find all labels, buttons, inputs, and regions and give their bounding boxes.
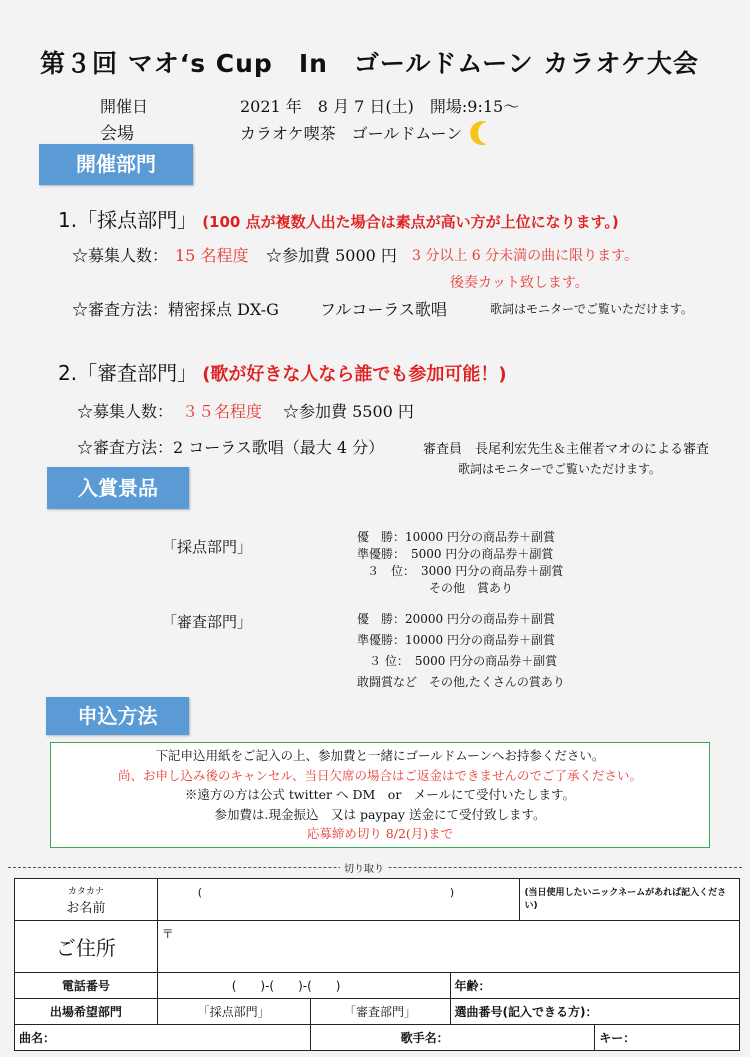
prize-scoring-label: 「採点部門」 <box>162 538 253 556</box>
page-title: 第３回 マオ‘s Cup In ゴールドムーン カラオケ大会 <box>40 49 699 78</box>
prize-line: ３ 位： 3000 円分の商品券＋副賞 <box>367 564 564 578</box>
song-number-field[interactable]: 選曲番号(記入できる方)： <box>450 999 739 1025</box>
division1-judge-label: ☆審査方法：精密採点 DX-G <box>72 300 279 319</box>
division1-heading: 1.「採点部門」 <box>58 208 198 232</box>
division1-count-value: 15 名程度 <box>175 246 249 265</box>
note-line-2: 尚、お申し込み後のキャンセル、当日欠席の場合はご返金はできませんのでご了承ください。 <box>117 767 642 783</box>
crescent-moon-icon <box>467 119 495 147</box>
prize-scoring-list <box>357 529 563 597</box>
note-line-1: 下記申込用紙をご記入の上、参加費と一緒にゴールドムーンへお持参ください。 <box>155 748 605 763</box>
address-label: ご住所 <box>15 921 158 973</box>
prize-line: 準優勝：10000 円分の商品券＋副賞 <box>357 633 555 647</box>
venue-value <box>240 119 495 147</box>
division2-judges: 審査員 長尾利宏先生＆主催者マオのによる審査 <box>423 442 710 457</box>
prize-judging-label: 「審査部門」 <box>162 613 253 631</box>
cut-label: 切り取り <box>340 860 388 875</box>
song-title-field[interactable]: 曲名： <box>15 1025 311 1051</box>
division2-heading: 2.「審査部門」 <box>58 361 198 385</box>
prize-line: 優 勝：10000 円分の商品券＋副賞 <box>357 530 555 544</box>
division1-note: (100 点が複数人出た場合は素点が高い方が上位になります。) <box>202 213 619 231</box>
section-tag-divisions: 開催部門 <box>39 144 193 185</box>
address-field[interactable] <box>157 921 739 973</box>
phone-field[interactable]: ( )-( )-( ) <box>157 973 450 999</box>
division2-count-value: ３５名程度 <box>182 402 263 421</box>
singer-field[interactable]: 歌手名： <box>310 1025 595 1051</box>
note-deadline: 応募締め切り 8/2(月)まで <box>306 826 454 841</box>
prize-line: 準優勝： 5000 円分の商品券＋副賞 <box>357 547 554 561</box>
note-line-4: 参加費は.現金振込 又は paypay 送金にて受付致します。 <box>214 806 546 822</box>
division-label: 出場希望部門 <box>15 999 158 1025</box>
division1-count-label: ☆募集人数： <box>72 246 169 265</box>
note-line-3: ※遠方の方は公式 twitter へ DM or メールにて受付いたします。 <box>184 787 576 802</box>
division-option-judging[interactable]: 「審査部門」 <box>310 999 450 1025</box>
division2-heading-row <box>58 357 507 386</box>
nickname-cell[interactable]: (当日使用したいニックネームがあれば記入ください) <box>520 879 740 921</box>
division-option-scoring[interactable]: 「採点部門」 <box>157 999 310 1025</box>
paren-open: ( <box>197 886 203 899</box>
prize-judging-list <box>357 609 565 693</box>
application-form <box>14 878 740 1051</box>
venue-label: 会場 <box>100 124 134 144</box>
name-label: お名前 <box>66 900 106 916</box>
prize-line: その他 賞あり <box>429 581 514 595</box>
section-tag-prizes: 入賞景品 <box>47 467 189 509</box>
key-field[interactable]: キー： <box>595 1025 740 1051</box>
date-label: 開催日 <box>100 97 149 116</box>
section-tag-apply: 申込方法 <box>46 697 189 735</box>
division2-judge-label: ☆審査方法：2 コーラス歌唱（最大 4 分） <box>77 438 385 457</box>
division1-heading-row <box>58 204 619 233</box>
name-label-cell <box>15 879 158 921</box>
division2-lyrics-note: 歌詞はモニターでご覧いただけます。 <box>458 462 662 476</box>
division1-song-rule2: 後奏カット致します。 <box>450 275 589 291</box>
age-field[interactable]: 年齢： <box>450 973 739 999</box>
prize-line: 優 勝：20000 円分の商品券＋副賞 <box>357 612 555 626</box>
division2-note: (歌が好きな人なら誰でも参加可能！) <box>202 364 507 385</box>
date-value: 2021 年 8 月 7 日(土) 開場:9:15～ <box>240 97 520 116</box>
division1-lyrics-note: 歌詞はモニターでご覧いただけます。 <box>490 302 694 316</box>
prize-line: ３ 位： 5000 円分の商品券＋副賞 <box>369 654 558 668</box>
division1-fee: ☆参加費 5000 円 <box>266 246 397 265</box>
division1-judge-value: フルコーラス歌唱 <box>320 300 447 319</box>
postal-mark: 〒 <box>161 927 174 941</box>
paren-close: ) <box>449 886 455 899</box>
division2-fee: ☆参加費 5500 円 <box>283 402 414 421</box>
application-notes-box <box>50 742 710 848</box>
furigana-label: カタカナ <box>67 886 104 897</box>
prize-line: 敢闘賞など その他,たくさんの賞あり <box>357 675 565 689</box>
venue-name: カラオケ喫茶 ゴールドムーン <box>240 124 463 143</box>
name-field[interactable] <box>157 879 520 921</box>
division1-song-rule: 3 分以上 6 分未満の曲に限ります。 <box>412 248 639 264</box>
phone-label: 電話番号 <box>15 973 158 999</box>
division2-count-label: ☆募集人数： <box>77 402 174 421</box>
